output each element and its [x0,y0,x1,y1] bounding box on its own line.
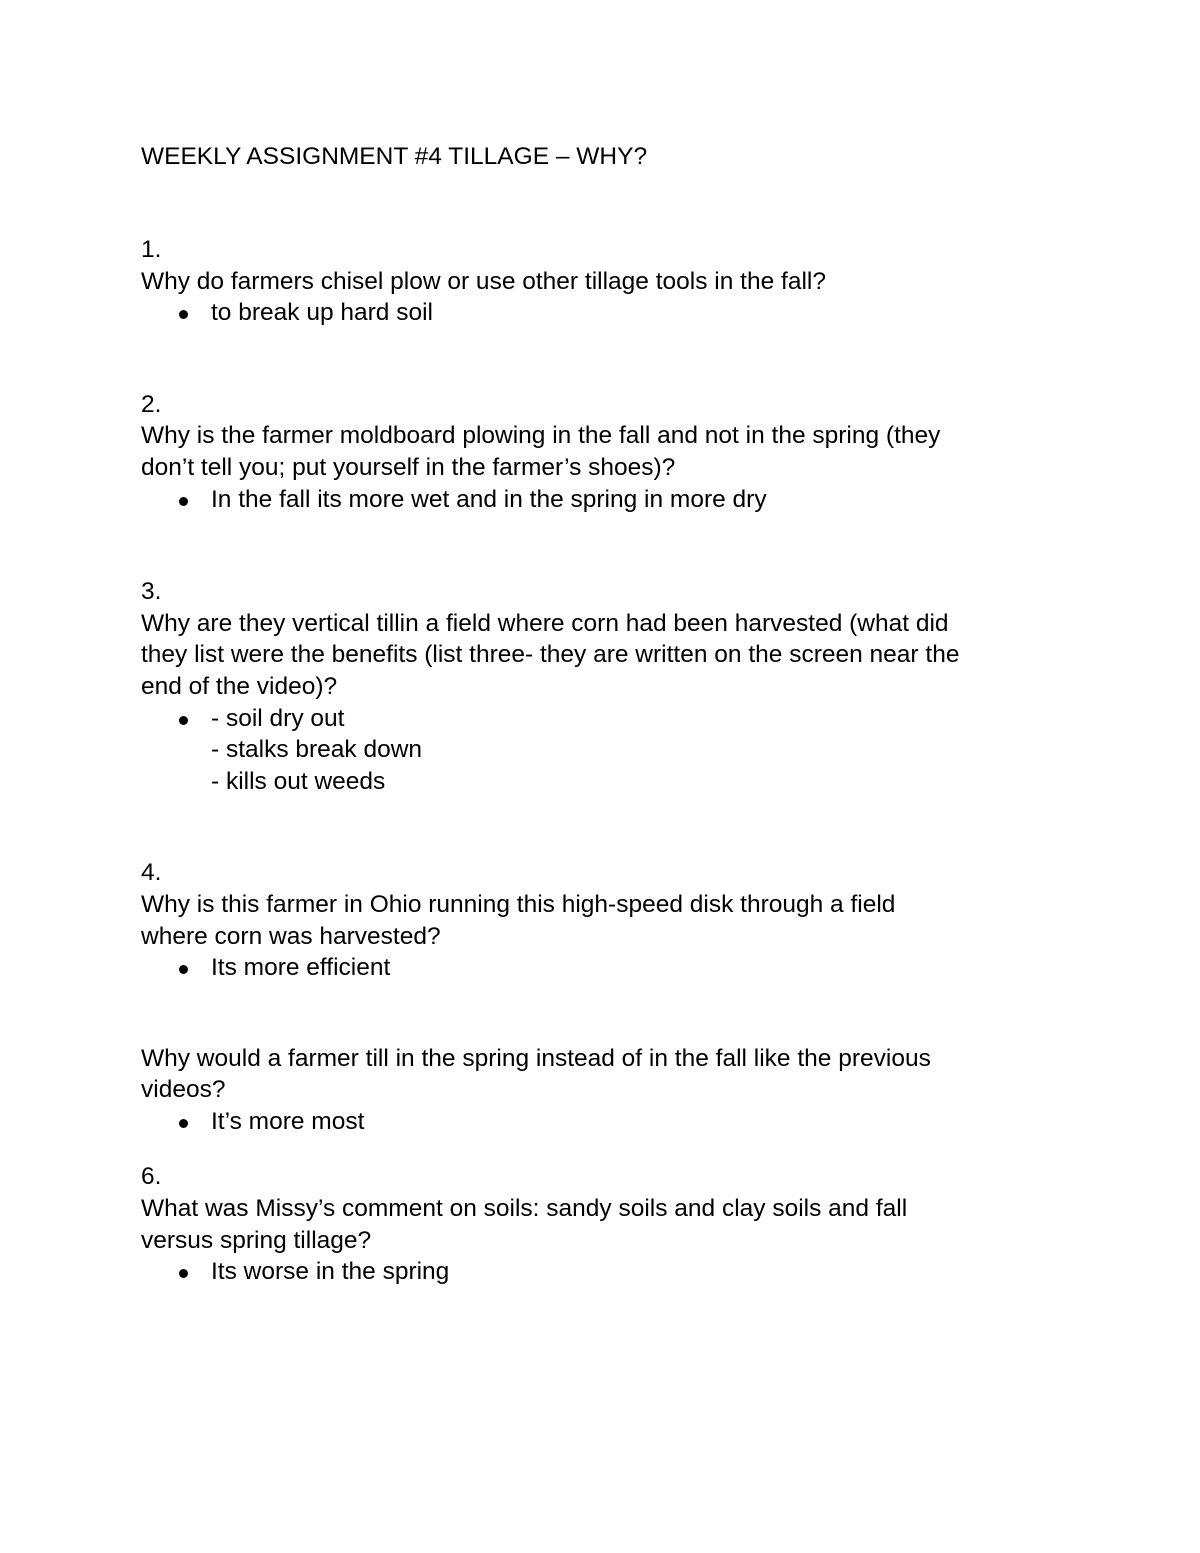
bullet-icon [179,965,188,974]
question-number: 1. [141,236,162,263]
question-3 [141,576,1081,797]
question-4 [141,857,1081,983]
answer-text: - stalks break down [211,736,423,764]
answer-text: Its worse in the spring [211,1258,450,1286]
question-text-line: they list were the benefits (list three- they are written on the screen near the [141,641,960,669]
answer-text: Its more efficient [211,954,391,982]
question-text-line: videos? [141,1076,226,1104]
question-number: 3. [141,578,162,606]
bullet-icon [179,1269,188,1278]
document-title: WEEKLY ASSIGNMENT #4 TILLAGE – WHY? [141,143,648,170]
answer-list [141,1106,1081,1138]
answer-item [179,703,1081,798]
answer-list [141,484,1081,516]
bullet-icon [179,310,188,319]
question-5 [141,1043,1081,1138]
question-text-line: What was Missy’s comment on soils: sandy soils and clay soils and fall [141,1195,908,1223]
question-number: 2. [141,390,162,418]
answer-list [141,952,1081,984]
answer-text: In the fall its more wet and in the spring in more dry [211,485,767,513]
answer-list [141,297,1081,329]
answer-list [141,703,1081,798]
answer-text: It’s more most [211,1107,365,1135]
question-text-line: where corn was harvested? [141,922,441,950]
answer-item [179,1106,1081,1138]
question-number: 6. [141,1163,162,1191]
answer-item [179,1256,1081,1288]
question-text-line: Why is the farmer moldboard plowing in the fall and not in the spring (they [141,422,941,450]
question-1 [141,234,1081,329]
answer-item [179,297,1081,329]
document-body [141,140,1081,1288]
question-text-line: Why is this farmer in Ohio running this high-speed disk through a field [141,890,896,918]
answer-list [141,1256,1081,1288]
answer-text: - soil dry out [211,704,345,732]
question-text-line: don’t tell you; put yourself in the farmer’s shoes)? [141,453,676,481]
question-text-line: end of the video)? [141,672,338,700]
answer-text: to break up hard soil [211,299,433,327]
question-text-line: versus spring tillage? [141,1226,372,1254]
question-2 [141,389,1081,515]
bullet-icon [179,1119,188,1128]
answer-text: - kills out weeds [211,767,386,795]
question-text-line: Why are they vertical tillin a field where corn had been harvested (what did [141,609,949,637]
answer-item [179,952,1081,984]
answer-item [179,484,1081,516]
bullet-icon [179,497,188,506]
question-6 [141,1161,1081,1287]
question-number: 4. [141,859,162,887]
question-text: Why do farmers chisel plow or use other tillage tools in the fall? [141,267,826,295]
bullet-icon [179,716,188,725]
question-text-line: Why would a farmer till in the spring instead of in the fall like the previous [141,1044,931,1072]
